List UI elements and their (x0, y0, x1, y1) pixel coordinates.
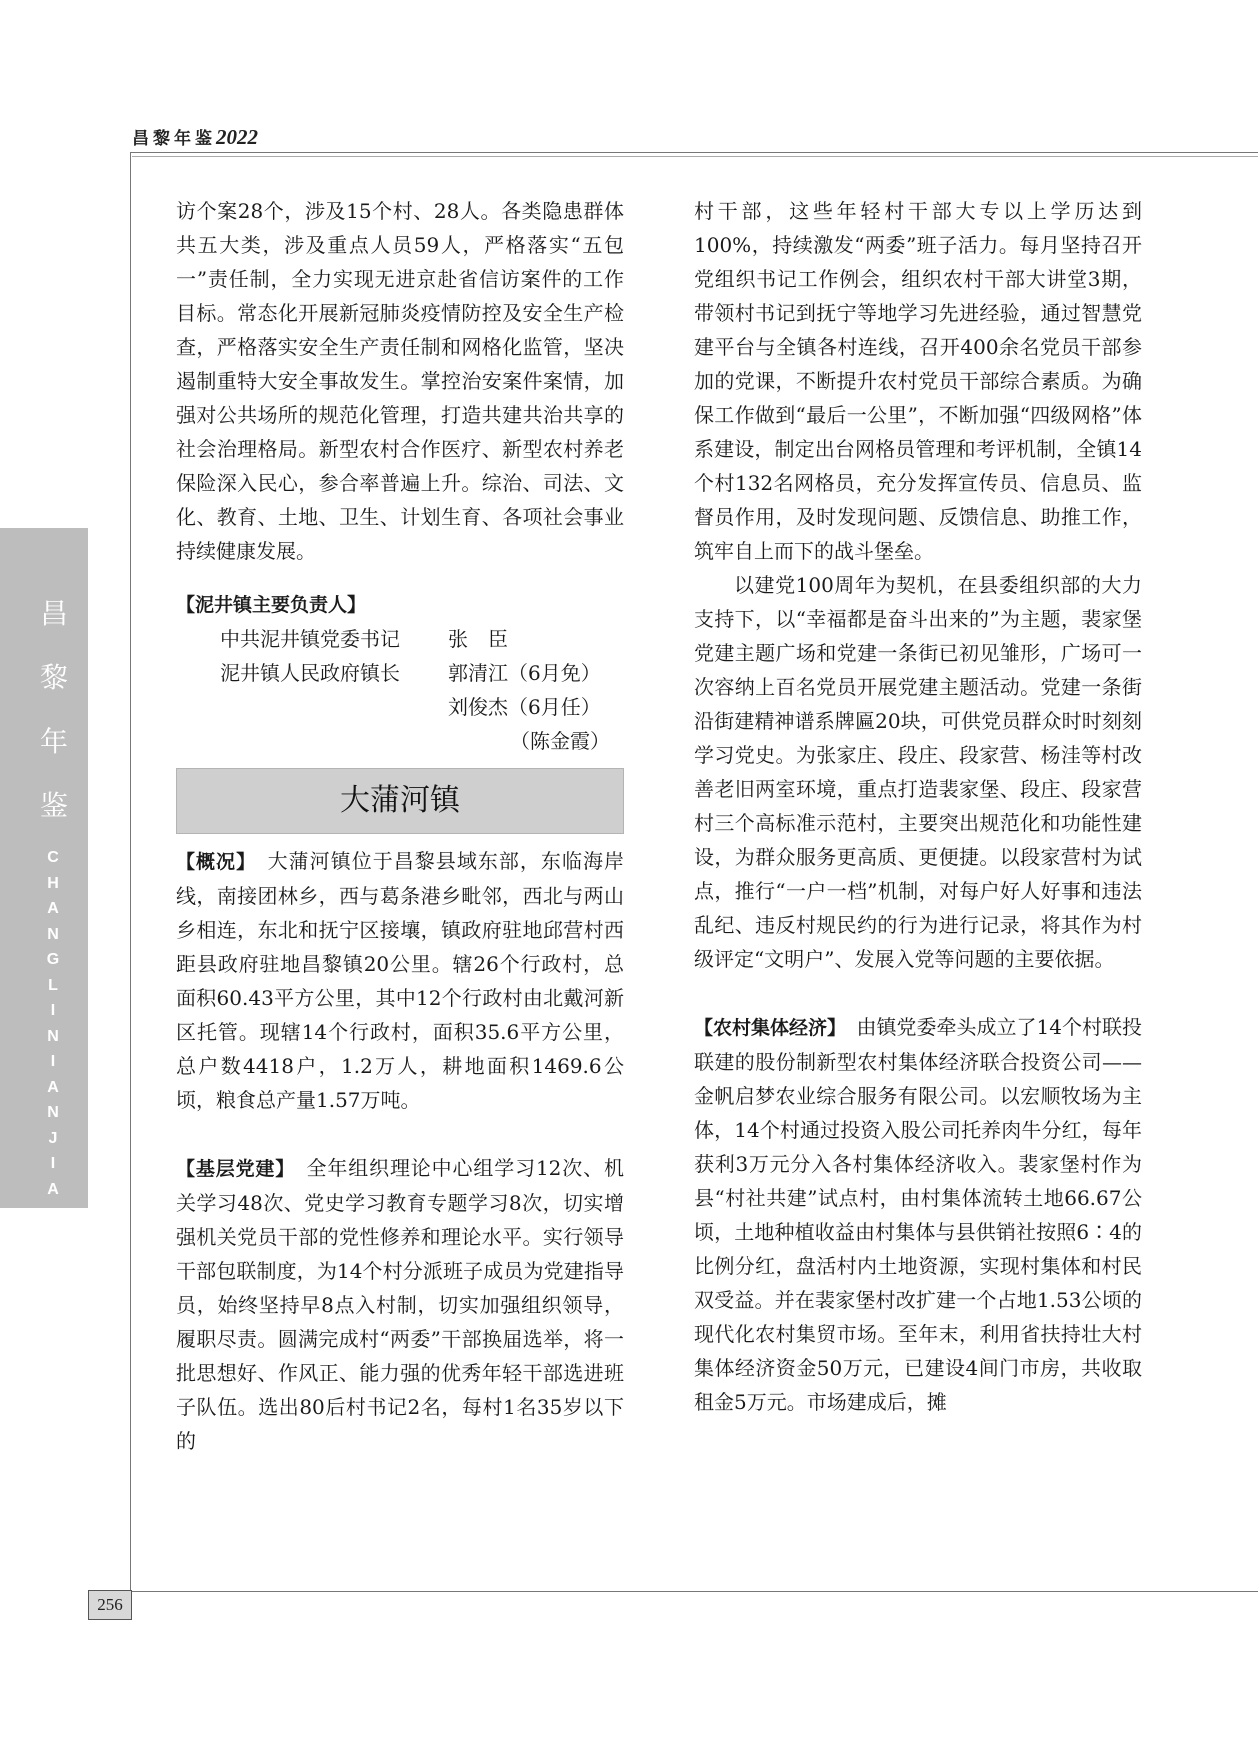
side-tab-char: 黎 (39, 661, 68, 694)
section-title: 大蒲河镇 (176, 768, 624, 834)
pinyin-letter: I (50, 1155, 56, 1172)
overview-label: 【概况】 (176, 851, 247, 873)
pinyin-letter: N (47, 1027, 59, 1045)
leader-row (176, 656, 624, 690)
footer-rule (130, 1591, 1258, 1592)
body-paragraph: 访个案28个，涉及15个村、28人。各类隐患群体共五大类，涉及重点人员59人，严格落实“五包一”责任制，全力实现无进京赴省信访案件的工作目标。常态化开展新冠肺炎疫情防控及安全生产检查，严格落实安全生产责任制和网格化监管，坚决遏制重特大安全事故发生。掌控治安案件案情，加强对公共场所的规范化管理，打造共建共治共享的社会治理格局。新型农村合作医疗、新型农村养老保险深入民心，参合率普遍上升。综治、司法、文化、教育、土地、卫生、计划生育、各项社会事业持续健康发展。 (176, 199, 624, 563)
side-tab-char: 昌 (39, 597, 68, 630)
body-paragraph: 以建党100周年为契机，在县委组织部的大力支持下，以“幸福都是奋斗出来的”为主题，裴家堡党建主题广场和党建一条街已初见雏形，广场可一次容纳上百名党员开展党建主题活动。党建一条街沿街建精神谱系牌匾20块，可供党员群众时时刻刻学习党史。为张家庄、段庄、段家营、杨洼等村改善老旧两室环境，重点打造裴家堡、段庄、段家营村三个高标准示范村，主要突出规范化和功能性建设，为群众服务更高质、更便捷。以段家营村为试点，推行“一户一档”机制，对每户好人好事和违法乱纪、违反村规民约的行为进行记录，将其作为村级评定“文明户”、发展入党等问题的主要依据。 (694, 573, 1142, 971)
frame-left-rule (130, 152, 131, 1592)
running-header (132, 124, 258, 150)
pinyin-letter: A (47, 900, 59, 917)
party-text: 全年组织理论中心组学习12次、机关学习48次、党史学习教育专题学习8次，切实增强机关党员干部的党性修养和理论水平。实行领导干部包联制度，为14个村分派班子成员为党建指导员，始终坚持早8点入村制，切实加强组织领导，履职尽责。圆满完成村“两委”干部换届选举，将一批思想好、作风正、能力强的优秀年轻干部选进班子队伍。选出80后村书记2名，每村1名35岁以下的 (176, 1156, 624, 1453)
pinyin-letter: A (47, 1078, 59, 1096)
pinyin-letter: J (48, 1129, 58, 1147)
pinyin-letter: C (47, 849, 59, 866)
pinyin-letter: G (46, 951, 60, 968)
right-column (694, 194, 1142, 1419)
economy-paragraph (694, 1010, 1142, 1419)
pinyin-letter: I (50, 1002, 56, 1019)
leader-role (176, 690, 448, 724)
pinyin-letter: N (47, 925, 59, 943)
author-credit: （陈金霞） (510, 729, 610, 753)
side-tab-char: 鉴 (39, 789, 68, 822)
pinyin-letter: A (47, 1180, 59, 1198)
book-title: 昌黎年鉴 (132, 129, 216, 149)
side-tab-pinyin (43, 845, 63, 1228)
pinyin-letter: L (48, 976, 58, 994)
party-label: 【基层党建】 (176, 1158, 286, 1180)
page-number: 256 (88, 1590, 132, 1620)
side-tab-char: 年 (39, 725, 68, 758)
leader-name: 张 臣 (448, 627, 508, 651)
leader-row (176, 622, 624, 656)
pinyin-letter: N (47, 1206, 59, 1223)
economy-text: 由镇党委牵头成立了14个村联投联建的股份制新型农村集体经济联合投资公司——金帆启梦农业综合服务有限公司。以宏顺牧场为主体，14个村通过投资入股公司托养肉牛分红，每年获利3万元分入各村集体经济收入。裴家堡村作为县“村社共建”试点村，由村集体流转土地66.67公顷，土地种植收益由村集体与县供销社按照6∶4的比例分红，盘活村内土地资源，实现村集体和村民双受益。并在裴家堡村改扩建一个占地1.53公顷的现代化农村集贸市场。至年末，利用省扶持壮大村集体经济资金50万元，已建设4间门市房，共收取租金5万元。市场建成后，摊 (694, 1015, 1142, 1414)
pinyin-letter: N (47, 1104, 59, 1121)
party-paragraph (176, 1151, 624, 1458)
leader-name: 郭清江（6月免） (448, 661, 601, 685)
leaders-heading: 【泥井镇主要负责人】 (176, 594, 367, 616)
book-year: 2022 (216, 125, 258, 149)
overview-paragraph (176, 844, 624, 1117)
pinyin-letter: I (50, 1053, 56, 1070)
leader-role: 泥井镇人民政府镇长 (220, 661, 400, 685)
body-paragraph: 村干部，这些年轻村干部大专以上学历达到100%，持续激发“两委”班子活力。每月坚持召开党组织书记工作例会，组织农村干部大讲堂3期，带领村书记到抚宁等地学习先进经验，通过智慧党建平台与全镇各村连线，召开400余名党员干部参加的党课，不断提升农村党员干部综合素质。为确保工作做到“最后一公里”，不断加强“四级网格”体系建设，制定出台网格员管理和考评机制，全镇14个村132名网格员，充分发挥宣传员、信息员、监督员作用，及时发现问题、反馈信息、助推工作，筑牢自上而下的战斗堡垒。 (694, 199, 1142, 563)
pinyin-letter: H (47, 874, 59, 892)
leader-row (176, 690, 624, 724)
leader-role: 中共泥井镇党委书记 (220, 627, 400, 651)
left-column (176, 194, 624, 1458)
economy-label: 【农村集体经济】 (694, 1017, 837, 1039)
leader-name: 刘俊杰（6月任） (448, 695, 601, 719)
header-rule-thin (132, 156, 1258, 157)
header-rule (130, 152, 1258, 153)
overview-text: 大蒲河镇位于昌黎县域东部，东临海岸线，南接团林乡，西与葛条港乡毗邻，西北与两山乡相连，东北和抚宁区接壤，镇政府驻地邱营村西距县政府驻地昌黎镇20公里。辖26个行政村，总面积60.43平方公里，其中12个行政村由北戴河新区托管。现辖14个行政村，面积35.6平方公里，总户数4418户，1.2万人，耕地面积1469.6公顷，粮食总产量1.57万吨。 (176, 849, 624, 1112)
